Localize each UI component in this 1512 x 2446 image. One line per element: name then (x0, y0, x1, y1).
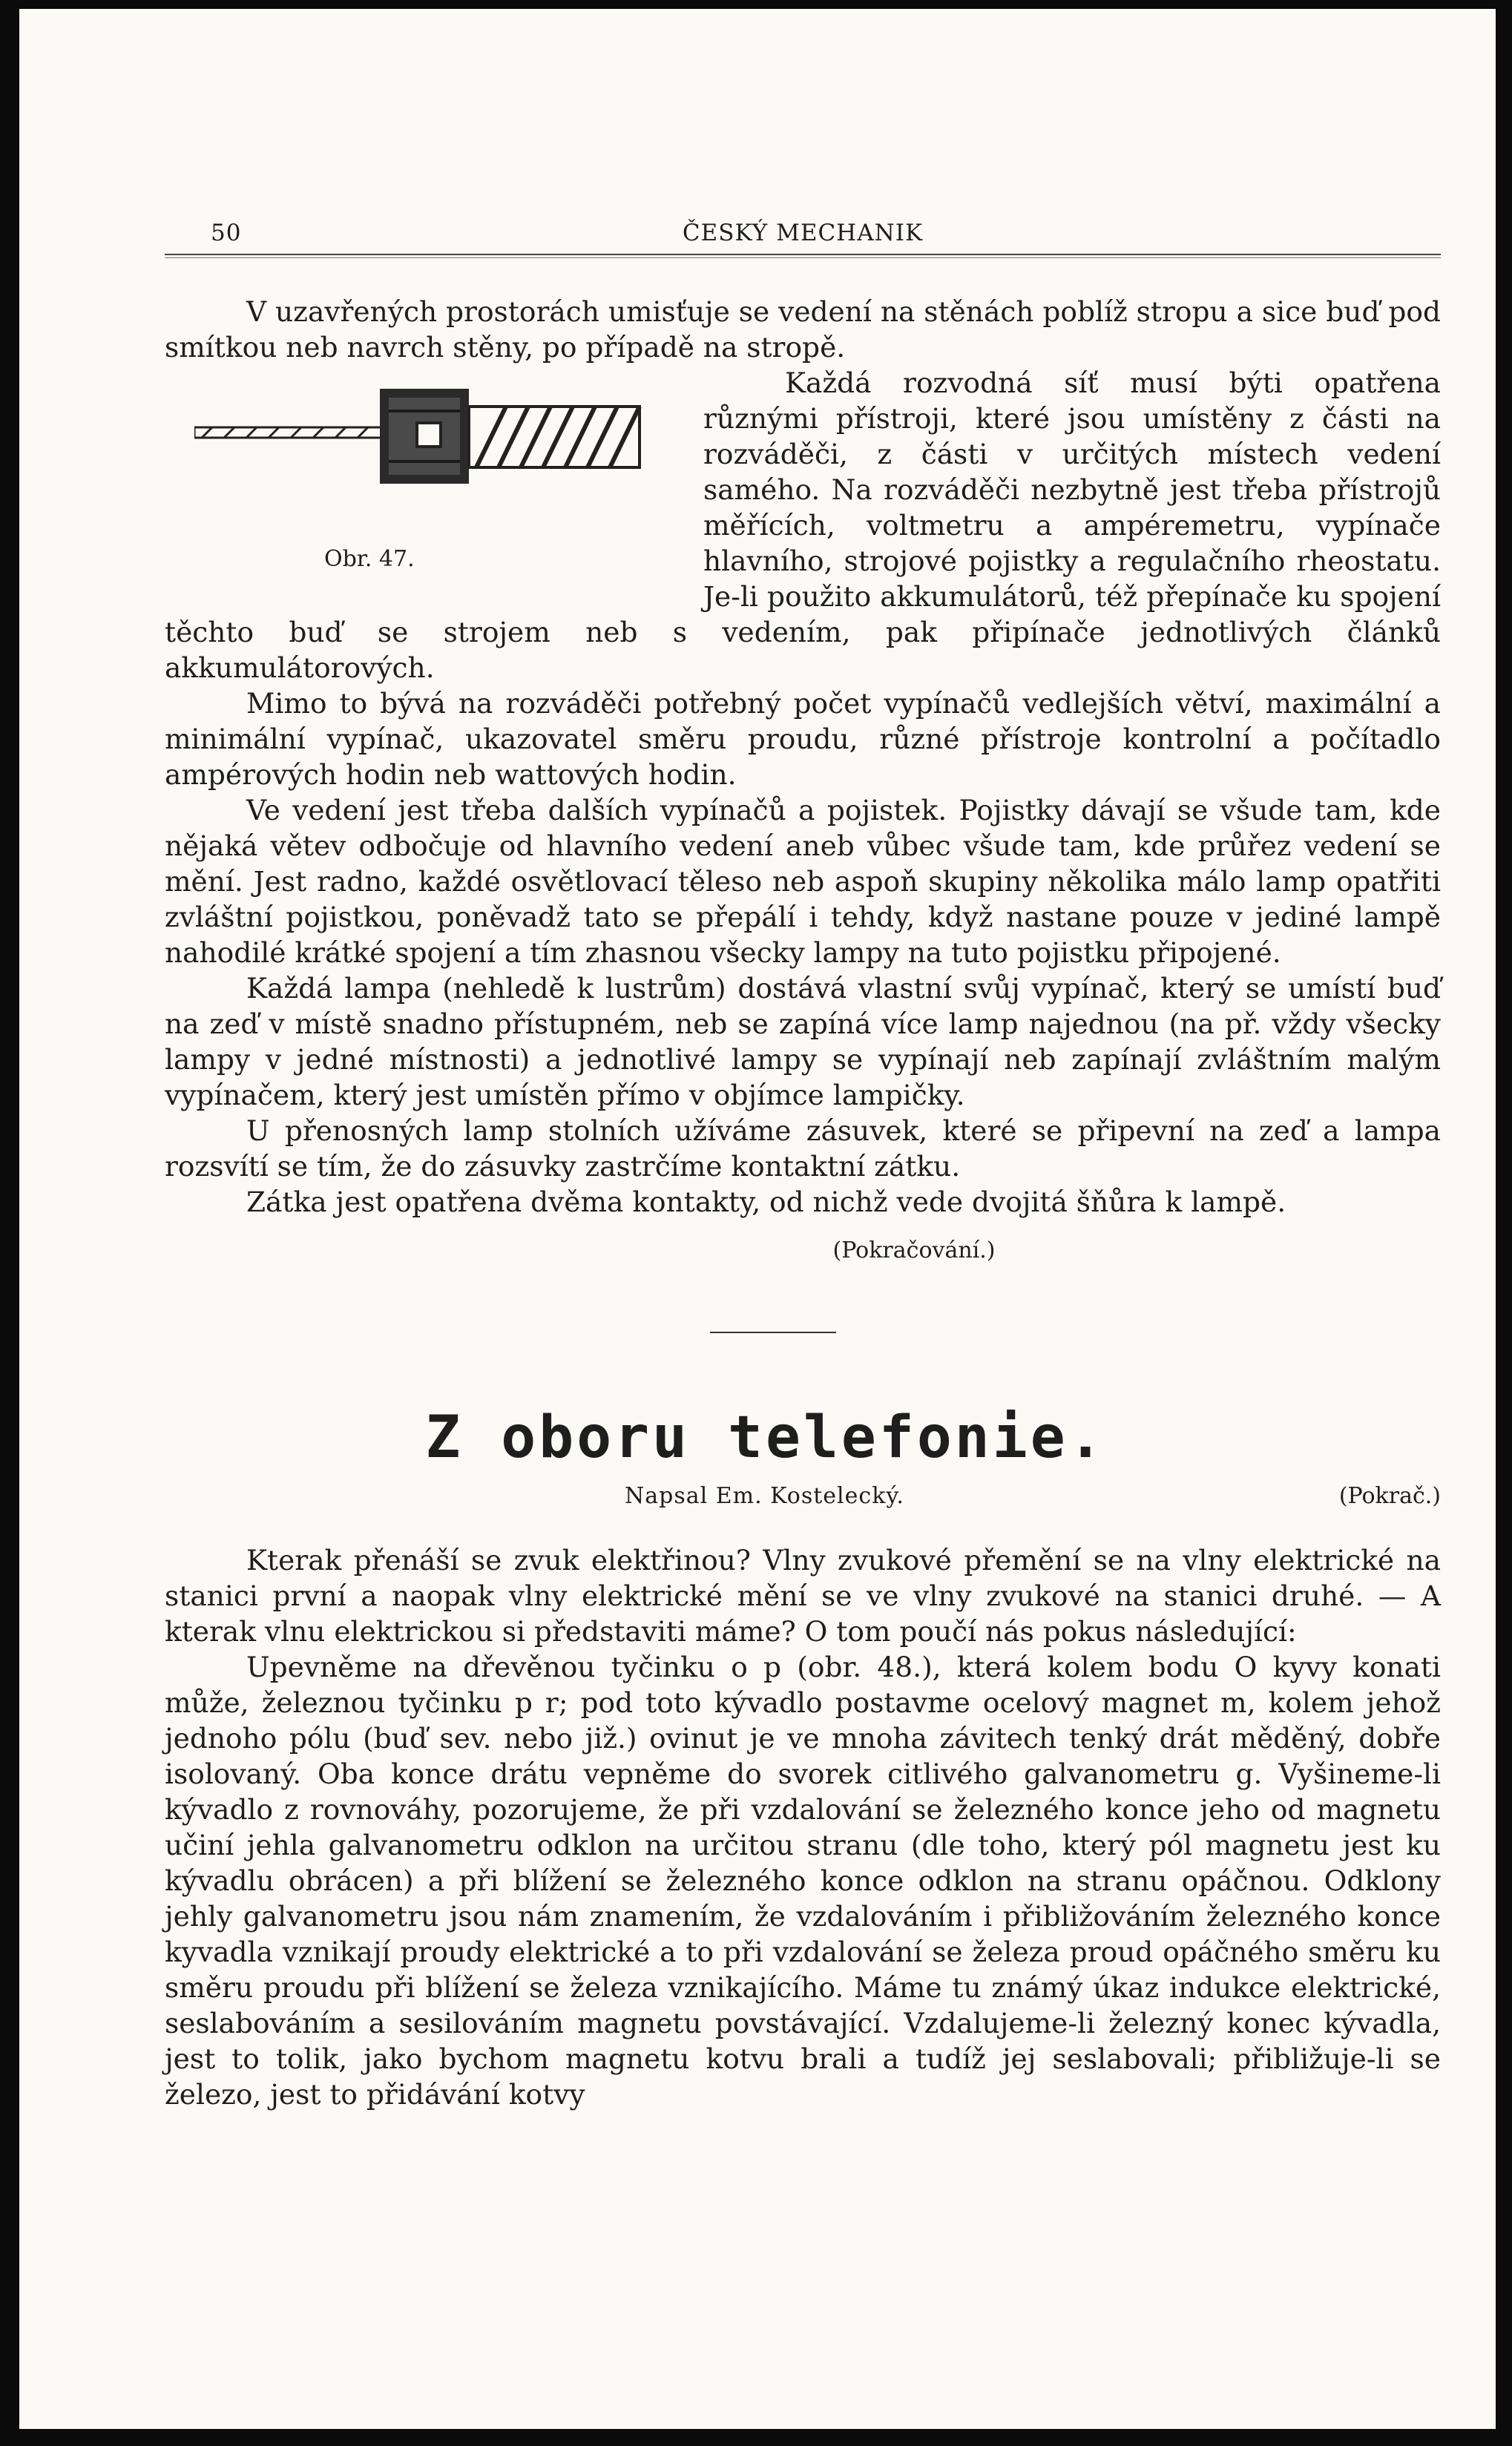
page-content (165, 209, 1441, 2112)
paragraph: Každá rozvodná síť musí býti opatřena různými přístroji, které jsou umístěny z části na rozváděči, z části v určitých místech vedení samého. Na rozváděči nezbytně jest třeba přístrojů měřících, voltmetru a ampéremetru, vypínače hlavního, strojové pojistky a regulačního rheostatu. Je-li použito akkumulátorů, též přepínače ku spojení těchto buď se strojem neb s vedením, pak připínače jednotlivých článků akkumulátorových. (165, 366, 1441, 684)
page-number: 50 (211, 220, 242, 246)
section-divider (710, 1332, 836, 1333)
byline (165, 1483, 1441, 1513)
continued-note: (Pokračování.) (832, 1237, 996, 1263)
header-rule (165, 254, 1441, 258)
figure-47 (165, 365, 684, 585)
article-body-2 (165, 1542, 1441, 2112)
paragraph: Zátka jest opatřena dvěma kontakty, od nichž vede dvojitá šňůra k lampě. (246, 1186, 1286, 1218)
paragraph: Mimo to bývá na rozváděči potřebný počet vypínačů vedlejších větví, maximální a minimální vypínač, ukazovatel směru proudu, různé přístroje kontrolní a počítadlo ampérových hodin neb wattových hodin. (165, 687, 1441, 791)
page-scan (19, 9, 1496, 2429)
paragraph: V uzavřených prostorách umisťuje se vedení na stěnách poblíž stropu a sice buď pod smítkou neb navrch stěny, po případě na stropě. (165, 295, 1441, 364)
running-header (165, 209, 1441, 248)
article-title: Z oboru telefonie. (425, 1404, 1106, 1471)
paragraph: U přenosných lamp stolních užíváme zásuvek, které se připevní na zeď a lampa rozsvítí se tím, že do zásuvky zastrčíme kontaktní zátku. (165, 1114, 1441, 1183)
paragraph: Kterak přenáší se zvuk elektřinou? Vlny zvukové přemění se na vlny elektrické na stanici první a naopak vlny elektrické mění se ve vlny zvukové na stanici druhé. — A kterak vlnu elektrickou si představiti máme? O tom poučí nás pokus následující: (165, 1544, 1441, 1648)
article-body (165, 294, 1441, 1220)
figure-caption: Obr. 47. (324, 546, 415, 572)
author: Napsal Em. Kostelecký. (625, 1483, 904, 1509)
paragraph: Ve vedení jest třeba dalších vypínačů a pojistek. Pojistky dávají se všude tam, kde nějaká větev odbočuje od hlavního vedení aneb vůbec všude tam, kde průřez vedení se mění. Jest radno, každé osvětlovací těleso neb aspoň skupiny několika málo lamp opatřiti zvláštní pojistkou, poněvadž tato se přepálí i tehdy, když nastane pouze v jediné lampě nahodilé krátké spojení a tím zhasnou všecky lampy na tuto pojistku připojené. (165, 794, 1441, 969)
running-title: ČESKÝ MECHANIK (682, 220, 924, 246)
continued-tag: (Pokrač.) (1338, 1483, 1441, 1509)
cable-junction-illustration (194, 381, 654, 500)
paragraph: Každá lampa (nehledě k lustrům) dostává vlastní svůj vypínač, který se umístí buď na zeď v místě snadno přístupném, neb se zapíná více lamp najednou (na př. vždy všecky lampy v jedné místnosti) a jednotlivé lampy se vypínají neb zapínají zvláštním malým vypínačem, který jest umístěn přímo v objímce lampičky. (165, 972, 1441, 1111)
paragraph: Upevněme na dřevěnou tyčinku o p (obr. 48.), která kolem bodu O kyvy konati může, železnou tyčinku p r; pod toto kývadlo postavme ocelový magnet m, kolem jehož jednoho pólu (buď sev. nebo již.) ovinut je ve mnoha závitech tenký drát měděný, dobře isolovaný. Oba konce drátu vepněme do svorek citlivého galvanometru g. Vyšineme-li kývadlo z rovnováhy, pozorujeme, že při vzdalování se železného konce jeho od magnetu učiní jehla galvanometru odklon na určitou stranu (dle toho, který pól magnetu jest ku kývadlu obrácen) a při blížení se železného konce odklon na stranu opáčnou. Odklony jehly galvanometru jsou nám znamením, že vzdalováním i přibližováním železného konce kyvadla vznikají proudy elektrické a to při vzdalování se železa proud opáčného směru ku směru proudu při blížení se železa vznikajícího. Máme tu známý úkaz indukce elektrické, seslabováním a sesilováním magnetu povstávající. Vzdalujeme-li železný konec kývadla, jest to tolik, jako bychom magnetu kotvu brali a tudíž jej seslabovali; přibližuje-li se železo, jest to přidávání kotvy (165, 1651, 1441, 2111)
